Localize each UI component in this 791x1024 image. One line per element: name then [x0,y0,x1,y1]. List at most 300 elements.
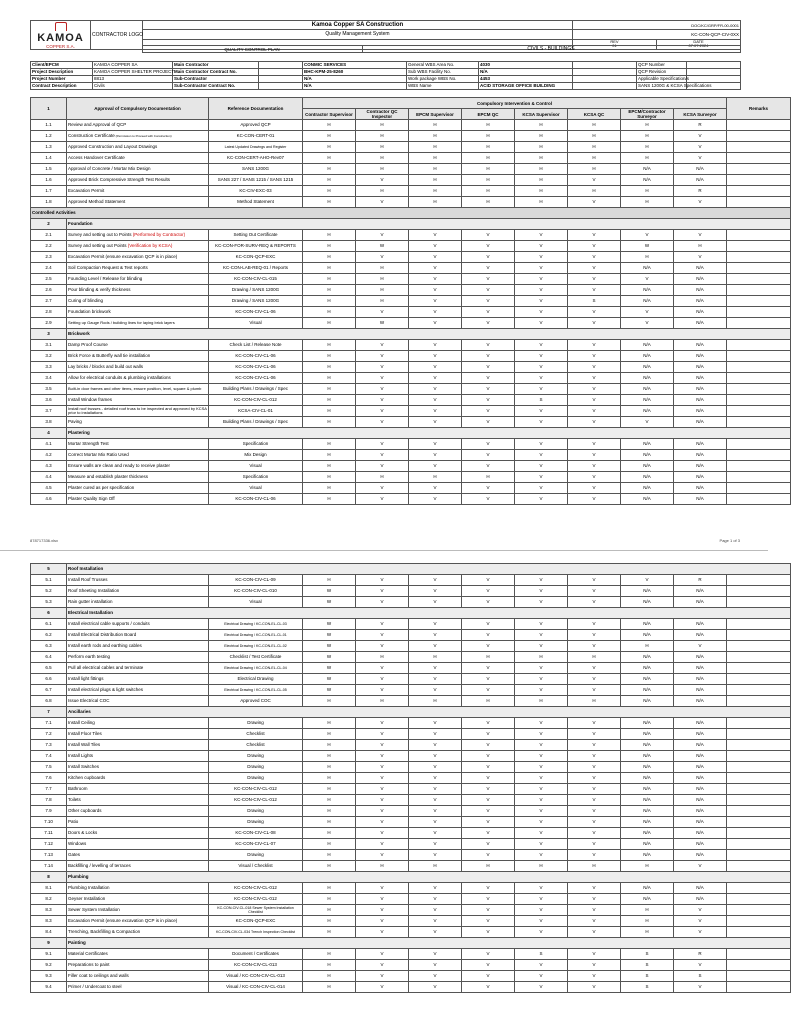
intervention-code: H [515,120,568,131]
intervention-code: V [356,252,409,263]
item-remarks [727,252,791,263]
intervention-code: V [356,373,409,384]
intervention-code: V [515,817,568,828]
item-number: 7.1 [31,718,67,729]
intervention-code: H [303,472,356,483]
intervention-code: H [462,696,515,707]
intervention-code: H [356,120,409,131]
item-reference: Method Statement [209,197,303,208]
intervention-code: N/A [621,439,674,450]
intervention-code: V [568,894,621,905]
company-name: Kamoa Copper SA Construction [143,21,573,30]
item-reference: Drawing [209,718,303,729]
intervention-code: V [462,960,515,971]
intervention-code: V [409,773,462,784]
item-remarks [727,729,791,740]
intervention-code: N/A [674,619,727,630]
meta-cell: Main Contractor Contract No. [173,69,259,76]
item-number: 7.4 [31,751,67,762]
item-activity: Backfilling / levelling of terraces [67,861,209,872]
intervention-code: H [303,395,356,406]
item-number: 3.5 [31,384,67,395]
intervention-code: V [568,674,621,685]
intervention-code: V [515,384,568,395]
intervention-code: V [515,927,568,938]
intervention-code: H [462,131,515,142]
intervention-code: V [409,740,462,751]
intervention-code: N/A [621,894,674,905]
item-reference: Building Plans / Drawings / Spec [209,417,303,428]
intervention-code: N/A [674,773,727,784]
meta-cell [687,76,741,83]
intervention-code: H [303,762,356,773]
intervention-code: V [409,982,462,993]
item-number: 2.8 [31,307,67,318]
item-reference: Specification [209,472,303,483]
intervention-code: H [568,861,621,872]
intervention-code: H [303,439,356,450]
intervention-code: H [303,927,356,938]
intervention-code: V [462,597,515,608]
intervention-code: V [356,762,409,773]
item-remarks [727,472,791,483]
subsection-number: 5 [31,564,67,575]
intervention-code: N/A [674,340,727,351]
item-number: 1.1 [31,120,67,131]
meta-cell: Work package WBS No. [407,76,479,83]
subsection-title: Painting [67,938,791,949]
item-reference: KC-CON-CIV-CL-012 [209,894,303,905]
intervention-code: H [303,916,356,927]
subsection-number: 8 [31,872,67,883]
item-number: 1.4 [31,153,67,164]
intervention-code: N/A [674,296,727,307]
col-contractor-supervisor: Contractor Supervisor [303,109,356,120]
item-number: 1.6 [31,175,67,186]
intervention-code: V [356,773,409,784]
intervention-code: V [409,663,462,674]
intervention-code: N/A [674,373,727,384]
intervention-code: N/A [621,586,674,597]
col-epcm-surveyor: EPCM/Contractor Surveyor [621,109,674,120]
intervention-code: N/A [674,461,727,472]
intervention-code: V [568,307,621,318]
intervention-code: V [515,340,568,351]
meta-cell: Contract Description [31,83,93,90]
intervention-code: V [462,762,515,773]
intervention-code: N/A [674,406,727,417]
intervention-code: V [674,142,727,153]
meta-cell: Project Number [31,76,93,83]
table-row [31,263,791,274]
item-reference: KC-CON-CERT-AHO-Rev07 [209,153,303,164]
intervention-code: V [462,318,515,329]
table-row [31,674,791,685]
intervention-code: H [462,120,515,131]
item-activity: Plumbing Installation [67,883,209,894]
intervention-code: N/A [621,494,674,505]
item-reference: KC-CON-LAB-REQ-01 / Reports [209,263,303,274]
intervention-code: V [568,729,621,740]
item-remarks [727,318,791,329]
item-remarks [727,586,791,597]
intervention-code: V [356,461,409,472]
col-remarks: Remarks [727,98,791,120]
item-activity: Material Certificates [67,949,209,960]
item-reference: KC-CON-CIV-CL-010 [209,586,303,597]
intervention-code: V [409,384,462,395]
intervention-code: H [303,806,356,817]
meta-cell [259,69,303,76]
item-remarks [727,685,791,696]
intervention-code: H [515,175,568,186]
table-row [31,960,791,971]
intervention-code: H [303,274,356,285]
intervention-code: H [409,861,462,872]
meta-cell [573,83,637,90]
intervention-code: V [515,795,568,806]
table-row [31,318,791,329]
intervention-code: N/A [621,839,674,850]
table-row [31,982,791,993]
item-reference: KC-CON-CIV-CL-012 [209,395,303,406]
item-activity: Perform earth testing [67,652,209,663]
intervention-code: H [303,817,356,828]
intervention-code: H [621,641,674,652]
item-remarks [727,630,791,641]
page-divider [0,550,768,551]
intervention-code: V [462,916,515,927]
intervention-code: V [515,586,568,597]
intervention-code: H [303,285,356,296]
item-remarks [727,784,791,795]
intervention-code: W [303,597,356,608]
intervention-code: H [621,252,674,263]
table-row [31,641,791,652]
intervention-code: N/A [674,795,727,806]
intervention-code: H [303,263,356,274]
intervention-code: V [409,619,462,630]
intervention-code: V [568,586,621,597]
table-row [31,241,791,252]
intervention-code: W [303,652,356,663]
table-row [31,417,791,428]
intervention-code: V [356,575,409,586]
item-remarks [727,927,791,938]
item-remarks [727,285,791,296]
intervention-code: V [515,619,568,630]
intervention-code: V [409,586,462,597]
section-row [31,208,791,219]
intervention-code: V [409,894,462,905]
item-activity: Install Floor Tiles [67,729,209,740]
intervention-code: V [409,461,462,472]
intervention-code: H [356,142,409,153]
doc-ref: DOC/KC/GRP/FR-00-0001 [573,21,741,30]
intervention-code: H [356,652,409,663]
intervention-code: V [515,971,568,982]
intervention-code: V [356,718,409,729]
intervention-code: H [462,472,515,483]
intervention-code: V [515,806,568,817]
intervention-code: N/A [674,439,727,450]
intervention-code: H [568,142,621,153]
table-row [31,685,791,696]
intervention-code: V [462,927,515,938]
item-remarks [727,439,791,450]
table-row [31,131,791,142]
item-number: 9.3 [31,971,67,982]
section-title: Controlled Activities [31,208,791,219]
intervention-code: R [674,120,727,131]
intervention-code: V [568,395,621,406]
intervention-code: V [515,575,568,586]
intervention-code: V [409,494,462,505]
intervention-code: N/A [674,817,727,828]
intervention-code: N/A [621,685,674,696]
intervention-code: W [621,241,674,252]
col-no: 1 [31,98,67,120]
item-number: 1.5 [31,164,67,175]
intervention-code: H [303,153,356,164]
intervention-code: N/A [621,472,674,483]
intervention-code: V [356,850,409,861]
intervention-code: H [303,186,356,197]
subsection-number: 3 [31,329,67,340]
item-remarks [727,817,791,828]
item-remarks [727,773,791,784]
intervention-code: N/A [674,663,727,674]
project-meta [30,61,741,90]
intervention-code: V [409,340,462,351]
table-row [31,630,791,641]
item-activity: Rain gutter installation [67,597,209,608]
item-remarks [727,905,791,916]
intervention-code: N/A [674,318,727,329]
intervention-code: N/A [674,274,727,285]
item-remarks [727,960,791,971]
col-kcsa-qc: KCSA QC [568,109,621,120]
intervention-code: N/A [621,406,674,417]
intervention-code: V [515,630,568,641]
intervention-code: H [515,696,568,707]
item-number: 3.2 [31,351,67,362]
intervention-code: V [621,307,674,318]
intervention-code: N/A [621,740,674,751]
intervention-code: V [515,784,568,795]
intervention-code: V [568,439,621,450]
item-number: 8.3 [31,905,67,916]
intervention-code: V [356,641,409,652]
intervention-code: N/A [674,494,727,505]
item-activity: Install Wall Tiles [67,740,209,751]
intervention-code: V [462,395,515,406]
intervention-code: R [674,949,727,960]
item-reference: Setting Out Certificate [209,230,303,241]
intervention-code: H [356,131,409,142]
table-row [31,384,791,395]
item-number: 2.9 [31,318,67,329]
intervention-code: H [303,828,356,839]
intervention-code: H [303,949,356,960]
intervention-code: N/A [621,652,674,663]
intervention-code: H [515,861,568,872]
item-reference: KC-CON-CIV-CL-08 [209,828,303,839]
table-row [31,729,791,740]
table-row [31,861,791,872]
footer-file: 878717336.xlsx [30,538,59,543]
intervention-code: V [409,762,462,773]
intervention-code: H [303,307,356,318]
intervention-code: H [409,120,462,131]
intervention-code: V [515,916,568,927]
intervention-code: V [409,417,462,428]
intervention-code: V [515,597,568,608]
table-row [31,340,791,351]
intervention-code: H [303,450,356,461]
intervention-code: V [462,718,515,729]
intervention-code: V [568,839,621,850]
intervention-code: V [568,417,621,428]
table-row [31,894,791,905]
item-remarks [727,384,791,395]
item-reference: Electrical Drawing / KC-CON-EL-CL-05 [209,685,303,696]
item-reference: Check List / Release Note [209,340,303,351]
intervention-code: V [462,850,515,861]
item-remarks [727,406,791,417]
intervention-code: H [515,164,568,175]
intervention-code: H [356,186,409,197]
subsection-number: 2 [31,219,67,230]
intervention-code: V [409,685,462,696]
intervention-code: V [462,461,515,472]
intervention-code: V [674,641,727,652]
item-reference: KC-CON-CIV-CL-018 Sewer System Installation Checklist [209,905,303,916]
intervention-code: V [409,395,462,406]
meta-cell: CONMIC SERVICES [303,62,407,69]
intervention-code: V [356,971,409,982]
item-reference: Building Plans / Drawings / Spec [209,384,303,395]
intervention-code: V [568,351,621,362]
item-activity: Roof Sheeting Installation [67,586,209,597]
table-row [31,586,791,597]
intervention-code: V [515,351,568,362]
col-reference: Reference Documentation [209,98,303,120]
intervention-code: V [409,839,462,850]
qcp-table-page-2 [30,563,791,993]
item-remarks [727,307,791,318]
item-activity: Primer / Undercoat to steel [67,982,209,993]
table-row [31,362,791,373]
subsection-title: Foundation [67,219,791,230]
item-remarks [727,828,791,839]
item-reference: KC-CON-CIV-CL-06 [209,351,303,362]
intervention-code: V [356,586,409,597]
table-row [31,696,791,707]
meta-cell [687,69,741,76]
intervention-code: V [462,674,515,685]
intervention-code: V [462,971,515,982]
intervention-code: V [409,307,462,318]
meta-cell: General WBS Area No. [407,62,479,69]
intervention-code: H [515,186,568,197]
intervention-code: V [356,817,409,828]
intervention-code: V [462,586,515,597]
intervention-code: N/A [621,164,674,175]
item-reference: Visual [209,483,303,494]
intervention-code: H [409,652,462,663]
item-remarks [727,241,791,252]
intervention-code: H [303,839,356,850]
intervention-code: N/A [621,450,674,461]
item-number: 1.7 [31,186,67,197]
intervention-code: H [568,120,621,131]
intervention-code: V [462,252,515,263]
intervention-code: V [462,828,515,839]
item-activity: Doors & Locks [67,828,209,839]
meta-cell [573,76,637,83]
subsection-title: Brickwork [67,329,791,340]
item-activity: Construction Certificate (Permission to Proceed with Construction) [67,131,209,142]
intervention-code: V [409,230,462,241]
kamoa-logo-mark-icon [55,22,67,31]
item-activity: Install electrical plugs & light switches [67,685,209,696]
intervention-code: H [515,153,568,164]
intervention-code: W [303,586,356,597]
item-number: 6.6 [31,674,67,685]
item-reference: Document / Certificates [209,949,303,960]
intervention-code: V [568,241,621,252]
intervention-code: N/A [621,296,674,307]
item-activity: Trenching, Backfilling & Compaction [67,927,209,938]
intervention-code: V [462,230,515,241]
table-row [31,652,791,663]
intervention-code: H [621,916,674,927]
intervention-code: H [568,652,621,663]
item-reference: Checklist [209,729,303,740]
intervention-code: V [462,773,515,784]
intervention-code: V [621,417,674,428]
intervention-code: V [515,494,568,505]
item-number: 4.4 [31,472,67,483]
item-remarks [727,652,791,663]
intervention-code: V [356,663,409,674]
table-row [31,164,791,175]
intervention-code: V [462,373,515,384]
item-number: 2.2 [31,241,67,252]
intervention-code: W [303,674,356,685]
subsection-row [31,608,791,619]
intervention-code: V [674,982,727,993]
item-reference: SANS 1200G [209,164,303,175]
intervention-code: V [515,773,568,784]
intervention-code: H [568,696,621,707]
item-number: 7.13 [31,850,67,861]
intervention-code: V [568,971,621,982]
intervention-code: H [621,927,674,938]
intervention-code: V [462,740,515,751]
intervention-code: V [515,296,568,307]
item-remarks [727,494,791,505]
item-reference: Checklist [209,740,303,751]
intervention-code: H [621,120,674,131]
intervention-code: V [409,263,462,274]
item-reference: KC-CON-CIV-CL-06 [209,362,303,373]
intervention-code: H [409,186,462,197]
intervention-code: V [515,472,568,483]
table-row [31,153,791,164]
intervention-code: V [409,674,462,685]
